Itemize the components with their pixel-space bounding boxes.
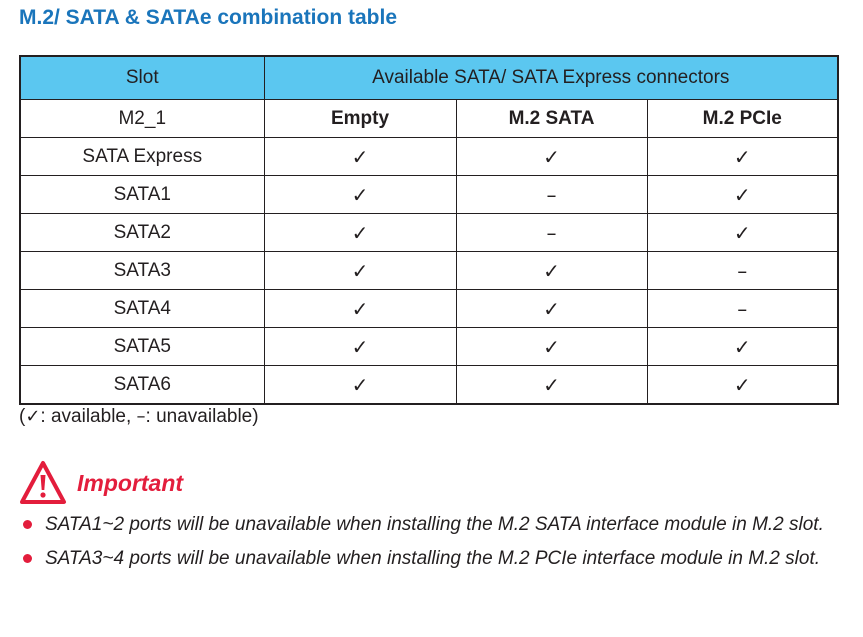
cell-mark: ✓ [647, 176, 838, 214]
combination-table [19, 55, 839, 405]
cell-mark: ✓ [647, 138, 838, 176]
cell-mark: – [456, 176, 647, 214]
cell-mark: ✓ [264, 290, 456, 328]
important-label: Important [77, 469, 184, 496]
cell-mark: ✓ [264, 214, 456, 252]
cell-mark: – [647, 252, 838, 290]
table-row [20, 328, 838, 366]
note-text: SATA1~2 ports will be unavailable when installing the M.2 SATA interface module in M.2 slot. [45, 514, 824, 535]
list-item [19, 546, 839, 571]
legend-open: ( [19, 406, 26, 427]
row-label: SATA Express [20, 138, 264, 176]
table-row [20, 366, 838, 405]
row-label: SATA5 [20, 328, 264, 366]
mode-row [20, 100, 838, 138]
mode-empty: Empty [264, 100, 456, 138]
row-label: SATA4 [20, 290, 264, 328]
table-header-row [20, 56, 838, 100]
table-row [20, 214, 838, 252]
header-slot: Slot [20, 56, 264, 100]
table-row [20, 252, 838, 290]
table-row [20, 290, 838, 328]
cell-mark: ✓ [456, 138, 647, 176]
cell-mark: ✓ [264, 366, 456, 405]
warning-triangle-icon [19, 460, 67, 506]
page-title: M.2/ SATA & SATAe combination table [19, 6, 398, 29]
important-notes [19, 512, 839, 580]
check-mark-icon: ✓ [25, 406, 41, 427]
dash-mark-icon: – [136, 406, 146, 427]
cell-mark: ✓ [456, 290, 647, 328]
row-label: SATA3 [20, 252, 264, 290]
cell-mark: ✓ [456, 252, 647, 290]
cell-mark: ✓ [647, 214, 838, 252]
cell-mark: – [647, 290, 838, 328]
note-text: SATA3~4 ports will be unavailable when installing the M.2 PCIe interface module in M.2 slot. [45, 548, 821, 569]
table-legend [19, 406, 259, 428]
mode-m2-sata: M.2 SATA [456, 100, 647, 138]
important-heading [19, 458, 183, 508]
mode-row-label: M2_1 [20, 100, 264, 138]
row-label: SATA1 [20, 176, 264, 214]
header-connectors: Available SATA/ SATA Express connectors [264, 56, 838, 100]
cell-mark: – [456, 214, 647, 252]
bullet-icon [23, 520, 32, 529]
table-row [20, 176, 838, 214]
table-row [20, 138, 838, 176]
cell-mark: ✓ [264, 252, 456, 290]
row-label: SATA2 [20, 214, 264, 252]
row-label: SATA6 [20, 366, 264, 405]
cell-mark: ✓ [647, 366, 838, 405]
cell-mark: ✓ [647, 328, 838, 366]
legend-available: : available, [40, 406, 137, 427]
cell-mark: ✓ [264, 176, 456, 214]
cell-mark: ✓ [456, 328, 647, 366]
mode-m2-pcie: M.2 PCIe [647, 100, 838, 138]
bullet-icon [23, 554, 32, 563]
list-item [19, 512, 839, 537]
legend-unavailable: : unavailable) [145, 406, 259, 427]
cell-mark: ✓ [456, 366, 647, 405]
cell-mark: ✓ [264, 138, 456, 176]
cell-mark: ✓ [264, 328, 456, 366]
